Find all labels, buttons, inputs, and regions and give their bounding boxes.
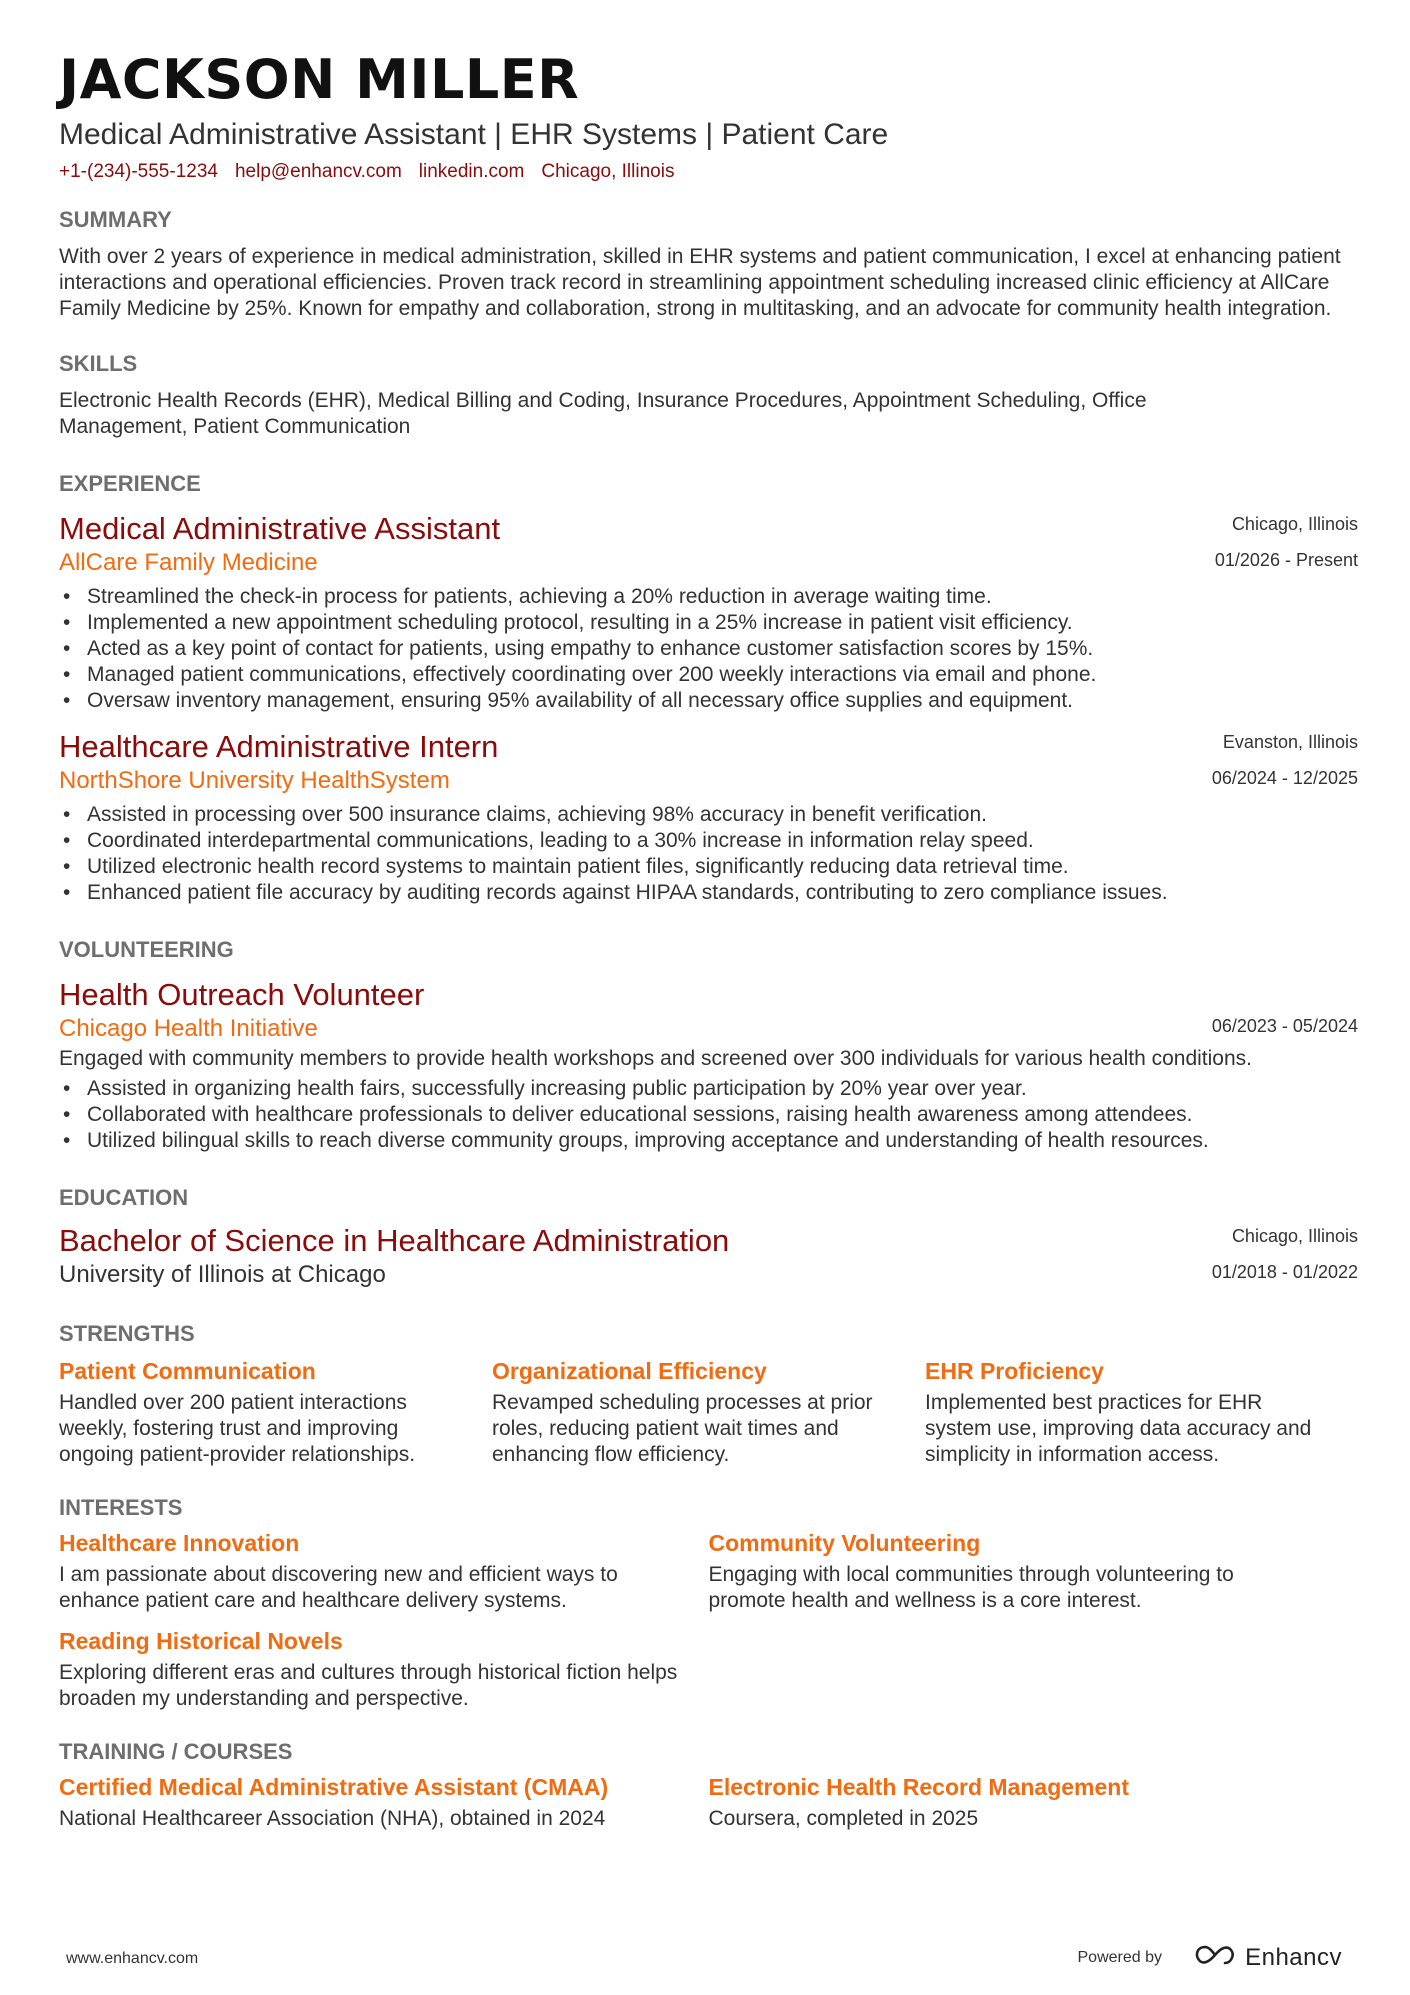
bullet-item: • Acted as a key point of contact for patients, using empathy to enhance customer satisfaction scores by 15%.	[59, 636, 1358, 662]
footer-powered-by: Powered by	[1077, 1949, 1162, 1966]
interest-item	[709, 1528, 1359, 1614]
section-title-training: TRAINING / COURSES	[59, 1739, 293, 1764]
section-title-interests: INTERESTS	[59, 1495, 183, 1520]
interest-title: Community Volunteering	[708, 1530, 981, 1556]
contact-line	[59, 160, 1358, 184]
bullet-item: • Managed patient communications, effectively coordinating over 200 weekly interactions via email and phone.	[59, 662, 1358, 688]
experience-entry	[59, 510, 1358, 714]
page-footer	[66, 1943, 1342, 1974]
volunteer-role: Health Outreach Volunteer	[59, 977, 425, 1012]
strength-item	[492, 1356, 925, 1468]
degree-title: Bachelor of Science in Healthcare Administration	[59, 1223, 730, 1258]
interest-item	[59, 1528, 709, 1614]
job-title: Healthcare Administrative Intern	[59, 729, 499, 764]
bullet-item: • Utilized bilingual skills to reach diverse community groups, improving acceptance and understanding of health resources.	[59, 1128, 1358, 1154]
section-title-skills: SKILLS	[59, 351, 138, 376]
bullet-item: • Utilized electronic health record systems to maintain patient files, significantly reducing data retrieval time.	[59, 854, 1358, 880]
job-bullets	[59, 802, 1358, 906]
interest-title: Healthcare Innovation	[59, 1530, 300, 1556]
strength-text: Revamped scheduling processes at prior roles, reducing patient wait times and enhancing flow efficiency.	[492, 1391, 873, 1466]
course-title: Electronic Health Record Management	[708, 1774, 1129, 1800]
candidate-headline: Medical Administrative Assistant | EHR Systems | Patient Care	[59, 118, 889, 151]
section-title-education: EDUCATION	[59, 1185, 189, 1210]
job-company: NorthShore University HealthSystem	[59, 767, 450, 794]
bullet-item: • Assisted in organizing health fairs, successfully increasing public participation by 20% year over year.	[59, 1076, 1358, 1102]
experience-entry	[59, 728, 1358, 906]
job-dates: 06/2024 - 12/2025	[1211, 768, 1358, 788]
course-item	[709, 1772, 1359, 1832]
volunteer-dates: 06/2023 - 05/2024	[1211, 1016, 1358, 1036]
bullet-item: • Collaborated with healthcare professionals to deliver educational sessions, raising health awareness among attendees.	[59, 1102, 1358, 1128]
strength-title: Organizational Efficiency	[492, 1358, 767, 1384]
strength-item	[59, 1356, 492, 1468]
footer-brand[interactable]	[1193, 1942, 1342, 1973]
interests-grid	[59, 1528, 1358, 1724]
volunteer-description: Engaged with community members to provide health workshops and screened over 300 individuals for various health conditions.	[59, 1047, 1252, 1070]
bullet-item: • Streamlined the check-in process for patients, achieving a 20% reduction in average waiting time.	[59, 584, 1358, 610]
strength-text: Handled over 200 patient interactions weekly, fostering trust and improving ongoing patient-provider relationships.	[59, 1391, 416, 1466]
summary-text: With over 2 years of experience in medical administration, skilled in EHR systems and patient communication, I excel at enhancing patient interactions and operational efficiencies. Proven track record in streamlining appointment scheduling increased clinic efficiency at AllCare Family Medicine by 25%. Known for empathy and collaboration, strong in multitasking, and an advocate for community health integration.	[59, 245, 1341, 320]
candidate-name: JACKSON MILLER	[59, 48, 580, 111]
section-title-summary: SUMMARY	[59, 207, 172, 232]
training-grid	[59, 1772, 1358, 1832]
course-text: Coursera, completed in 2025	[708, 1807, 979, 1830]
contact-linkedin[interactable]: linkedin.com	[418, 161, 525, 182]
education-location: Chicago, Illinois	[1231, 1226, 1358, 1246]
interests-column-left	[59, 1528, 709, 1724]
contact-phone[interactable]: +1-(234)-555-1234	[59, 161, 218, 182]
job-company: AllCare Family Medicine	[59, 549, 318, 576]
job-location: Evanston, Illinois	[1222, 732, 1358, 752]
footer-site-link[interactable]: www.enhancv.com	[66, 1950, 199, 1967]
education-dates: 01/2018 - 01/2022	[1211, 1262, 1358, 1282]
enhancv-logo-icon	[1193, 1942, 1237, 1973]
volunteer-bullets	[59, 1076, 1358, 1154]
job-title: Medical Administrative Assistant	[59, 511, 501, 546]
contact-email[interactable]: help@enhancv.com	[234, 161, 402, 182]
interest-title: Reading Historical Novels	[59, 1628, 343, 1654]
interest-text: Engaging with local communities through volunteering to promote health and wellness is a core interest.	[708, 1563, 1234, 1612]
job-location: Chicago, Illinois	[1231, 514, 1358, 534]
bullet-item: • Implemented a new appointment scheduling protocol, resulting in a 25% increase in patient visit efficiency.	[59, 610, 1358, 636]
strengths-grid	[59, 1356, 1358, 1468]
interest-item	[59, 1626, 709, 1712]
job-bullets	[59, 584, 1358, 714]
contact-location: Chicago, Illinois	[541, 161, 675, 182]
footer-brand-name: Enhancv	[1245, 1943, 1342, 1971]
section-title-volunteering: VOLUNTEERING	[59, 937, 234, 962]
strength-item	[925, 1356, 1358, 1468]
interests-column-right	[709, 1528, 1359, 1724]
bullet-item: • Coordinated interdepartmental communications, leading to a 30% increase in information relay speed.	[59, 828, 1358, 854]
strength-text: Implemented best practices for EHR system use, improving data accuracy and simplicity in information access.	[925, 1391, 1312, 1466]
strength-title: Patient Communication	[59, 1358, 316, 1384]
volunteer-org: Chicago Health Initiative	[59, 1015, 318, 1042]
bullet-item: • Oversaw inventory management, ensuring 95% availability of all necessary office supplies and equipment.	[59, 688, 1358, 714]
interest-text: Exploring different eras and cultures through historical fiction helps broaden my understanding and perspective.	[59, 1661, 678, 1710]
skills-text: Electronic Health Records (EHR), Medical Billing and Coding, Insurance Procedures, Appointment Scheduling, Office Management, Patient Communication	[59, 389, 1147, 438]
course-title: Certified Medical Administrative Assistant (CMAA)	[59, 1774, 609, 1800]
education-entry	[59, 1222, 1358, 1290]
course-text: National Healthcareer Association (NHA), obtained in 2024	[59, 1807, 606, 1830]
school-name: University of Illinois at Chicago	[59, 1261, 386, 1288]
section-title-experience: EXPERIENCE	[59, 471, 201, 496]
bullet-item: • Enhanced patient file accuracy by auditing records against HIPAA standards, contributing to zero compliance issues.	[59, 880, 1358, 906]
job-dates: 01/2026 - Present	[1214, 550, 1358, 570]
interest-text: I am passionate about discovering new and efficient ways to enhance patient care and healthcare delivery systems.	[59, 1563, 618, 1612]
section-title-strengths: STRENGTHS	[59, 1321, 195, 1346]
course-item	[59, 1772, 709, 1832]
bullet-item: • Assisted in processing over 500 insurance claims, achieving 98% accuracy in benefit verification.	[59, 802, 1358, 828]
strength-title: EHR Proficiency	[925, 1358, 1104, 1384]
volunteering-entry	[59, 976, 1358, 1154]
